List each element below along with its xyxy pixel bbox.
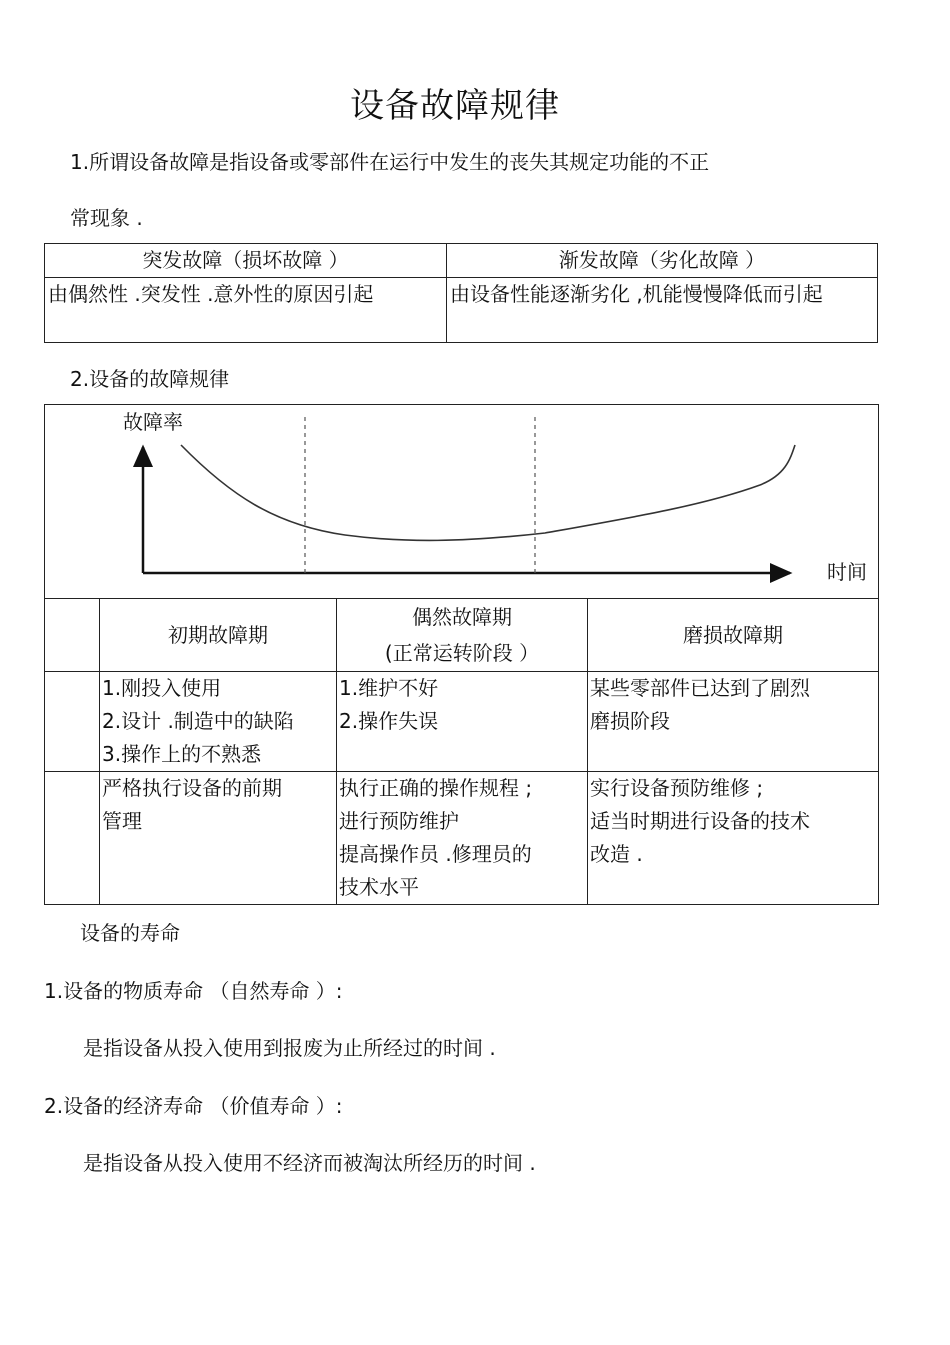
economic-life-definition: 是指设备从投入使用不经济而被淘汰所经历的时间 . bbox=[83, 1151, 536, 1175]
cause-early bbox=[100, 672, 337, 772]
measure-wear-item: 适当时期进行设备的技术 bbox=[590, 809, 810, 833]
economic-life-title: 2.设备的经济寿命 （价值寿命 ）: bbox=[44, 1094, 343, 1118]
cause-early-item: 2.设计 .制造中的缺陷 bbox=[102, 709, 294, 733]
failure-rate-curve bbox=[181, 445, 795, 540]
measure-random-item: 提高操作员 .修理员的 bbox=[339, 842, 532, 866]
life-heading: 设备的寿命 bbox=[80, 921, 180, 945]
page-title: 设备故障规律 bbox=[350, 86, 560, 126]
bathtub-chart bbox=[45, 405, 878, 599]
measure-wear bbox=[588, 772, 879, 905]
physical-life-title: 1.设备的物质寿命 （自然寿命 ）: bbox=[44, 979, 343, 1003]
cell-gradual-cause: 由设备性能逐渐劣化 ,机能慢慢降低而引起 bbox=[447, 278, 878, 343]
header-wear-period: 磨损故障期 bbox=[588, 599, 879, 672]
cause-early-item: 3.操作上的不熟悉 bbox=[102, 742, 262, 766]
measure-early bbox=[100, 772, 337, 905]
cause-wear-item: 某些零部件已达到了剧烈 bbox=[590, 676, 810, 700]
measure-random-item: 进行预防维护 bbox=[339, 809, 459, 833]
measure-wear-item: 改造 . bbox=[590, 842, 643, 866]
period-table bbox=[44, 598, 879, 905]
header-early-period: 初期故障期 bbox=[100, 599, 337, 672]
header-sudden-fault: 突发故障（损坏故障 ） bbox=[45, 244, 447, 278]
header-random-period bbox=[337, 599, 588, 672]
cause-random bbox=[337, 672, 588, 772]
cause-wear bbox=[588, 672, 879, 772]
measure-random-item: 技术水平 bbox=[339, 875, 419, 899]
section2-title: 2.设备的故障规律 bbox=[70, 367, 230, 391]
y-axis-label: 故障率 bbox=[123, 410, 183, 434]
measure-early-item: 管理 bbox=[102, 809, 142, 833]
intro-line-2: 常现象 . bbox=[70, 206, 143, 230]
header-random-period-name: 偶然故障期 bbox=[412, 605, 512, 629]
intro-line-1: 1.所谓设备故障是指设备或零部件在运行中发生的丧失其规定功能的不正 bbox=[70, 150, 710, 174]
measure-early-item: 严格执行设备的前期 bbox=[102, 776, 282, 800]
fault-type-table bbox=[44, 243, 878, 343]
physical-life-definition: 是指设备从投入使用到报废为止所经过的时间 . bbox=[83, 1036, 496, 1060]
cause-random-item: 1.维护不好 bbox=[339, 676, 439, 700]
cause-wear-item: 磨损阶段 bbox=[590, 709, 670, 733]
header-random-period-note: (正常运转阶段 ） bbox=[384, 641, 540, 665]
cause-random-item: 2.操作失误 bbox=[339, 709, 439, 733]
header-gradual-fault: 渐发故障（劣化故障 ） bbox=[447, 244, 878, 278]
cause-early-item: 1.刚投入使用 bbox=[102, 676, 222, 700]
measure-random-item: 执行正确的操作规程 ; bbox=[339, 776, 533, 800]
blank-header-cell bbox=[45, 599, 100, 672]
x-axis-label: 时间 bbox=[827, 560, 867, 584]
bathtub-chart-panel bbox=[44, 404, 879, 599]
measure-wear-item: 实行设备预防维修 ; bbox=[590, 776, 764, 800]
blank-row-label bbox=[45, 672, 100, 772]
measure-random bbox=[337, 772, 588, 905]
cell-sudden-cause: 由偶然性 .突发性 .意外性的原因引起 bbox=[45, 278, 447, 343]
blank-row-label bbox=[45, 772, 100, 905]
